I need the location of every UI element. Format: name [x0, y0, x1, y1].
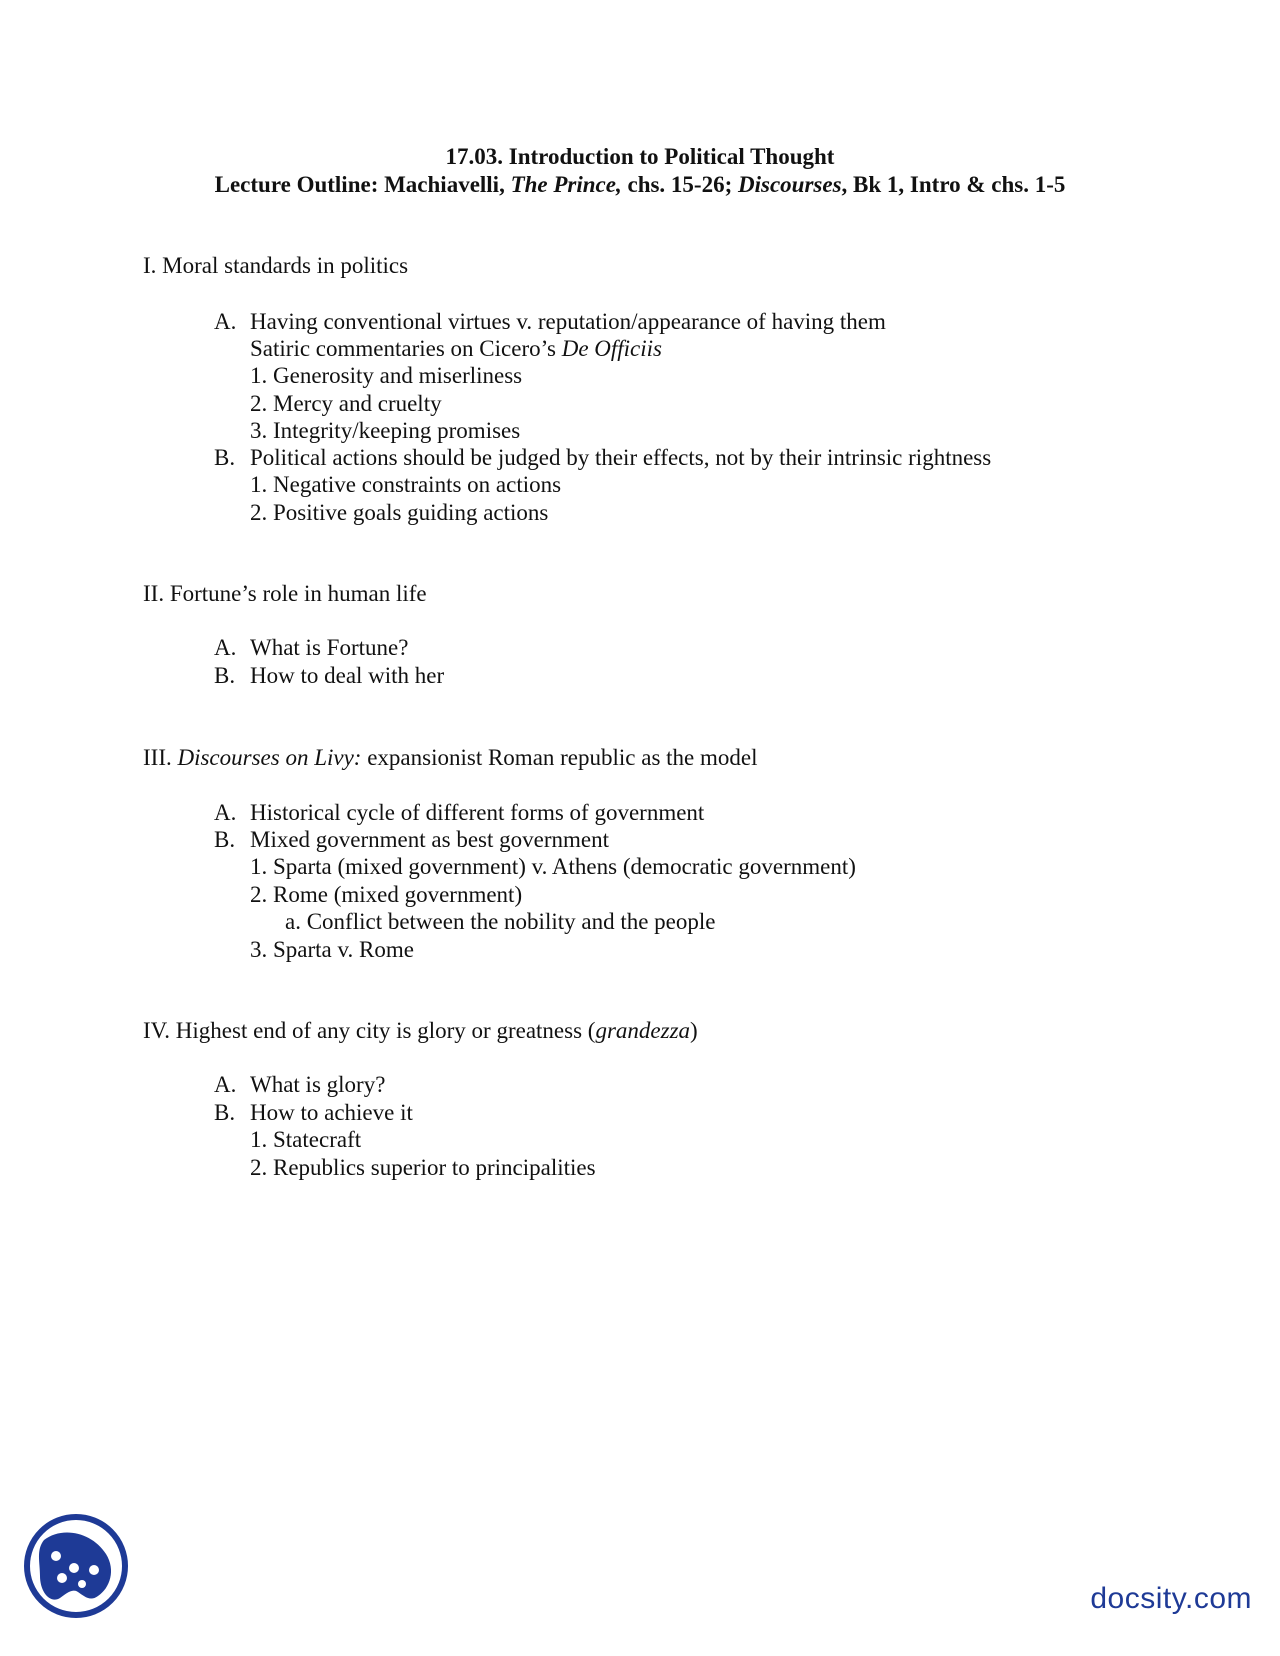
list-item: 1. Statecraft: [250, 1127, 362, 1152]
list-item: 2. Rome (mixed government): [250, 882, 523, 907]
section-1-heading: I. Moral standards in politics: [143, 253, 409, 278]
section-1-item-b: B. Political actions should be judged by their effects, not by their intrinsic rightness: [214, 445, 992, 470]
course-title: 17.03. Introduction to Political Thought: [445, 144, 835, 169]
section-2-heading: II. Fortune’s role in human life: [143, 581, 427, 606]
list-item: 2. Mercy and cruelty: [250, 391, 442, 416]
section-4-heading: IV. Highest end of any city is glory or greatness (grandezza): [143, 1018, 698, 1043]
section-3-item-b: B. Mixed government as best government: [214, 827, 609, 852]
section-4-item-b: B. How to achieve it: [214, 1100, 413, 1125]
section-1-item-a: A. Having conventional virtues v. reputation/appearance of having them: [214, 309, 886, 334]
list-item: 3. Integrity/keeping promises: [250, 418, 521, 443]
list-item: 2. Republics superior to principalities: [250, 1155, 596, 1180]
section-2-item-b: B. How to deal with her: [214, 663, 445, 688]
section-4-item-a: A. What is glory?: [214, 1072, 386, 1097]
list-item: 1. Generosity and miserliness: [250, 363, 523, 388]
section-1-item-a-subtitle: Satiric commentaries on Cicero’s De Officiis: [250, 336, 662, 361]
list-item: 1. Sparta (mixed government) v. Athens (democratic government): [250, 854, 856, 879]
section-2-item-a: A. What is Fortune?: [214, 635, 409, 660]
docsity-brand-link[interactable]: docsity.com: [1090, 1582, 1252, 1615]
section-3-item-a: A. Historical cycle of different forms of government: [214, 800, 705, 825]
list-subitem: a. Conflict between the nobility and the people: [285, 909, 716, 934]
docsity-logo-icon[interactable]: [22, 1512, 130, 1620]
list-item: 1. Negative constraints on actions: [250, 472, 562, 497]
list-item: 3. Sparta v. Rome: [250, 937, 414, 962]
section-3-heading: III. Discourses on Livy: expansionist Roman republic as the model: [143, 745, 758, 770]
lecture-outline-title: Lecture Outline: Machiavelli, The Prince, chs. 15-26; Discourses, Bk 1, Intro & chs. 1-5: [214, 172, 1066, 197]
list-item: 2. Positive goals guiding actions: [250, 500, 549, 525]
